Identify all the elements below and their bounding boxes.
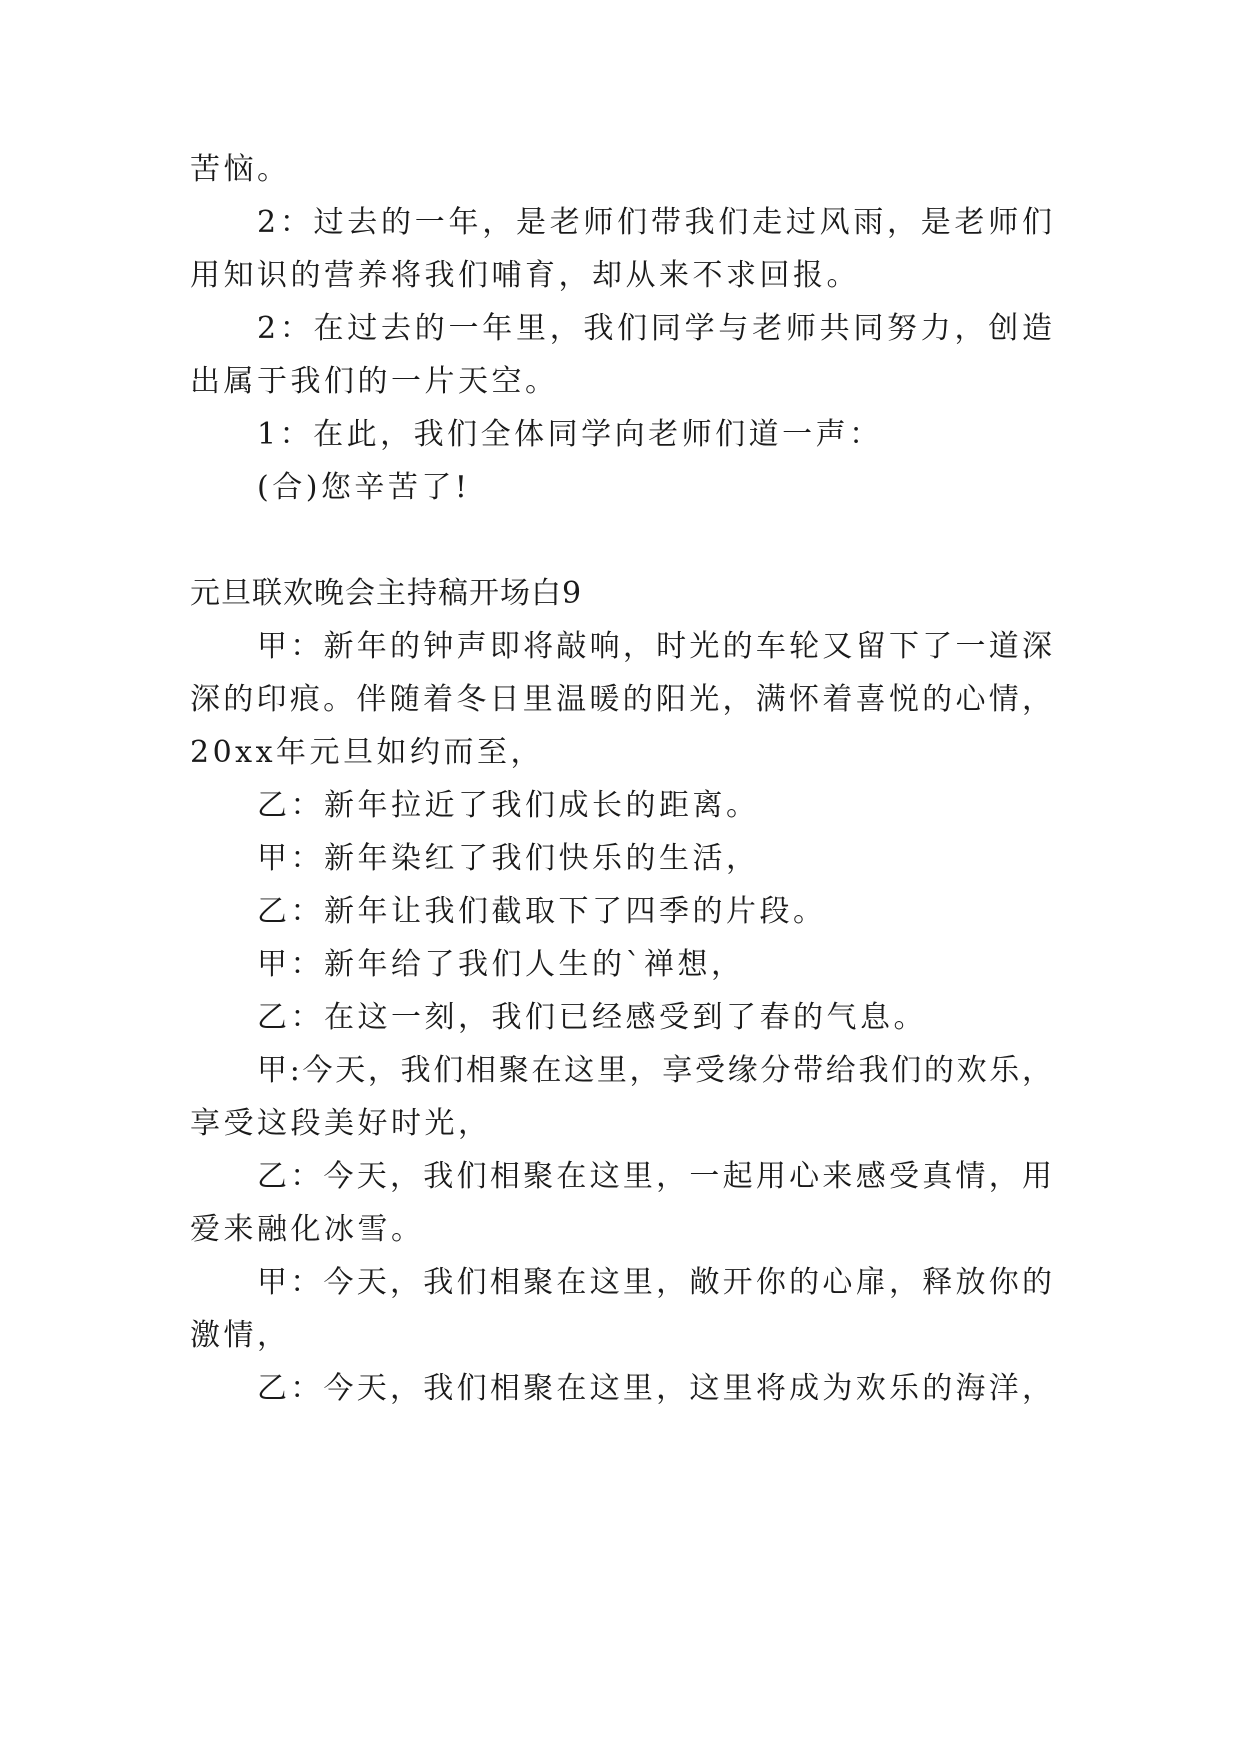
text-line: 激情， <box>190 1318 291 1353</box>
text-line: 2：过去的一年，是老师们带我们走过风雨，是老师们 <box>257 205 1052 240</box>
text-line: 乙：新年让我们截取下了四季的片段。 <box>257 894 827 929</box>
text-line: 甲：今天，我们相聚在这里，敞开你的心扉，释放你的 <box>257 1265 1052 1300</box>
text-line: 20xx年元旦如约而至， <box>190 735 545 770</box>
text-line: 2：在过去的一年里，我们同学与老师共同努力，创造 <box>257 311 1052 346</box>
text-line: 享受这段美好时光， <box>190 1106 492 1141</box>
text-line: 甲:今天，我们相聚在这里，享受缘分带给我们的欢乐， <box>257 1053 1052 1088</box>
text-line: (合)您辛苦了! <box>257 470 471 505</box>
text-line: 甲：新年给了我们人生的`禅想， <box>257 947 745 982</box>
text-line: 苦恼。 <box>190 152 291 187</box>
text-line: 爱来融化冰雪。 <box>190 1212 425 1247</box>
text-line: 乙：今天，我们相聚在这里，一起用心来感受真情，用 <box>257 1159 1052 1194</box>
text-line: 甲：新年的钟声即将敲响，时光的车轮又留下了一道深 <box>257 629 1052 664</box>
text-line: 出属于我们的一片天空。 <box>190 364 559 399</box>
section-heading: 元旦联欢晚会主持稿开场白9 <box>190 576 583 611</box>
text-line: 深的印痕。伴随着冬日里温暖的阳光，满怀着喜悦的心情， <box>190 682 1052 717</box>
text-line: 乙：今天，我们相聚在这里，这里将成为欢乐的海洋， <box>257 1371 1052 1406</box>
text-line: 甲：新年染红了我们快乐的生活， <box>257 841 760 876</box>
text-line: 用知识的营养将我们哺育，却从来不求回报。 <box>190 258 860 293</box>
text-line: 乙：新年拉近了我们成长的距离。 <box>257 788 760 823</box>
text-line: 1：在此，我们全体同学向老师们道一声： <box>257 417 883 452</box>
text-line: 乙：在这一刻，我们已经感受到了春的气息。 <box>257 1000 927 1035</box>
